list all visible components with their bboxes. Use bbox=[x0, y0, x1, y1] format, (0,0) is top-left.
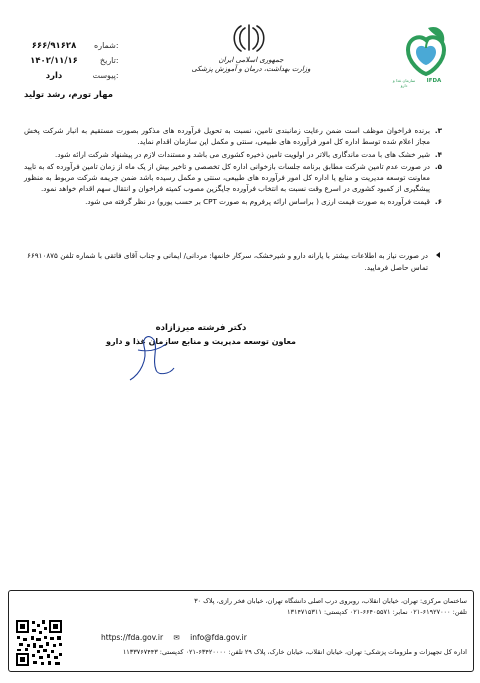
item-text: شیر خشک های با مدت ماندگاری بالاتر در اولویت تامین ذخیره کشوری می باشد و مستندات لازم در پیشنهاد شرکت ارائه شود. bbox=[55, 149, 430, 159]
logo-caption: سازمان غذا و دارو bbox=[392, 78, 416, 88]
date-row bbox=[24, 56, 119, 66]
handwritten-signature bbox=[118, 330, 188, 386]
iran-emblem-icon bbox=[224, 22, 274, 54]
note-text: در صورت نیاز به اطلاعات بیشتر با یارانه دارو و شیرخشک، سرکار خانمها: مردانی/ ایمانی و جناب آقای فاتقی با شماره تلفن ۶۶۹۱۰۸۷۵ تماس حاصل فرمایید. bbox=[27, 251, 428, 272]
list-item bbox=[24, 162, 442, 194]
list-item bbox=[24, 150, 442, 161]
attachment-value: دارد bbox=[45, 71, 63, 81]
republic-text: جمهوری اسلامی ایران bbox=[218, 56, 284, 64]
item-number: ۶. bbox=[434, 196, 442, 206]
item-number: ۴. bbox=[434, 149, 442, 159]
attachment-row bbox=[24, 71, 119, 81]
mail-icon: ✉ bbox=[173, 633, 180, 642]
attachment-label: پیوست: bbox=[92, 71, 119, 80]
letter-date: ۱۴۰۲/۱۱/۱۶ bbox=[30, 56, 78, 66]
number-label: شماره: bbox=[94, 41, 119, 50]
date-label: تاریخ: bbox=[99, 56, 119, 65]
item-text: در صورت عدم تامین شرکت مطابق برنامه جلسات بازخوانی اداره کل تخصصی و تاخیر بیش از یک ماه از زمان تامین فرآورده که به تایید معاونت توسعه مدیریت و منابع یا اداره کل امور فرآورده های طبیعی، سنتی و مکمل رسیده باشد ضمن جریمه شرکت مربوط به منظور پیشگیری از کمبود کشوری در اسرع وقت نسبت به انتخاب فرآورده جایگزین مصوب کمیته فراخوان و انتقال سهم اقدام خواهد نمود. bbox=[24, 162, 430, 193]
list-item bbox=[24, 197, 442, 208]
items-list bbox=[24, 126, 442, 210]
item-number: ۵. bbox=[434, 162, 442, 172]
footer-box bbox=[8, 590, 474, 672]
arrow-bullet-icon bbox=[434, 251, 442, 259]
contact-note bbox=[24, 250, 442, 274]
ministry-text: وزارت بهداشت، درمان و آموزش پزشکی bbox=[191, 65, 311, 73]
item-text: برنده فراخوان موظف است ضمن رعایت زمانبندی تامین، نسبت به تحویل فرآورده های مذکور بصورت مستقیم به انبار شرکت پخش مجاز اعلام شده توسط اداره کل امور فرآورده های طبیعی، سنتی و مکمل این سازمان اقدام نماید. bbox=[24, 126, 430, 146]
footer-address: ساختمان مرکزی: تهران، خیابان انقلاب، روبروی درب اصلی دانشگاه تهران، خیابان فخر رازی، پلاک ۳۰ bbox=[194, 597, 467, 605]
item-text: قیمت فرآورده به صورت قیمت ارزی ( براساس ارائه پرفروم به صورت CPT بر حسب یورو) در نظر گرفته می شود. bbox=[85, 196, 430, 206]
qr-code-icon bbox=[15, 619, 63, 667]
footer-office: اداره کل تجهیزات و ملزومات پزشکی: تهران، خیابان انقلاب، خیابان خارک، پلاک ۲۹ تلفن: ۶۳۴۲۰۰۰۰-۰۲۱ کدپستی: ۱۱۳۳۷۶۷۴۴۳ bbox=[122, 648, 467, 656]
signer-name: دکتر فرشته میرزازاده bbox=[155, 323, 247, 333]
signer-title: معاون توسعه مدیریت و منابع سازمان غذا و دارو bbox=[106, 337, 296, 346]
logo-text: IFDA bbox=[426, 78, 442, 84]
footer-contact bbox=[101, 633, 255, 642]
footer-phone: تلفن: ۶۱۹۲۷۰۰۰-۰۲۱ نمابر: ۶۶۴۰۵۵۷۱-۰۲۱ کدپستی: ۱۳۱۴۷۱۵۳۱۱ bbox=[286, 608, 467, 616]
number-row bbox=[24, 41, 119, 51]
email-link[interactable]: info@fda.gov.ir bbox=[190, 633, 247, 642]
item-number: ۳. bbox=[434, 126, 442, 135]
website-link[interactable]: https://fda.gov.ir bbox=[101, 633, 164, 642]
list-item bbox=[24, 126, 442, 148]
slogan-stamp: مهار تورم، رشد تولید bbox=[24, 90, 113, 100]
letter-number: ۶۶۶/۹۱۶۲۸ bbox=[31, 41, 77, 51]
ministry-caption bbox=[176, 56, 326, 74]
